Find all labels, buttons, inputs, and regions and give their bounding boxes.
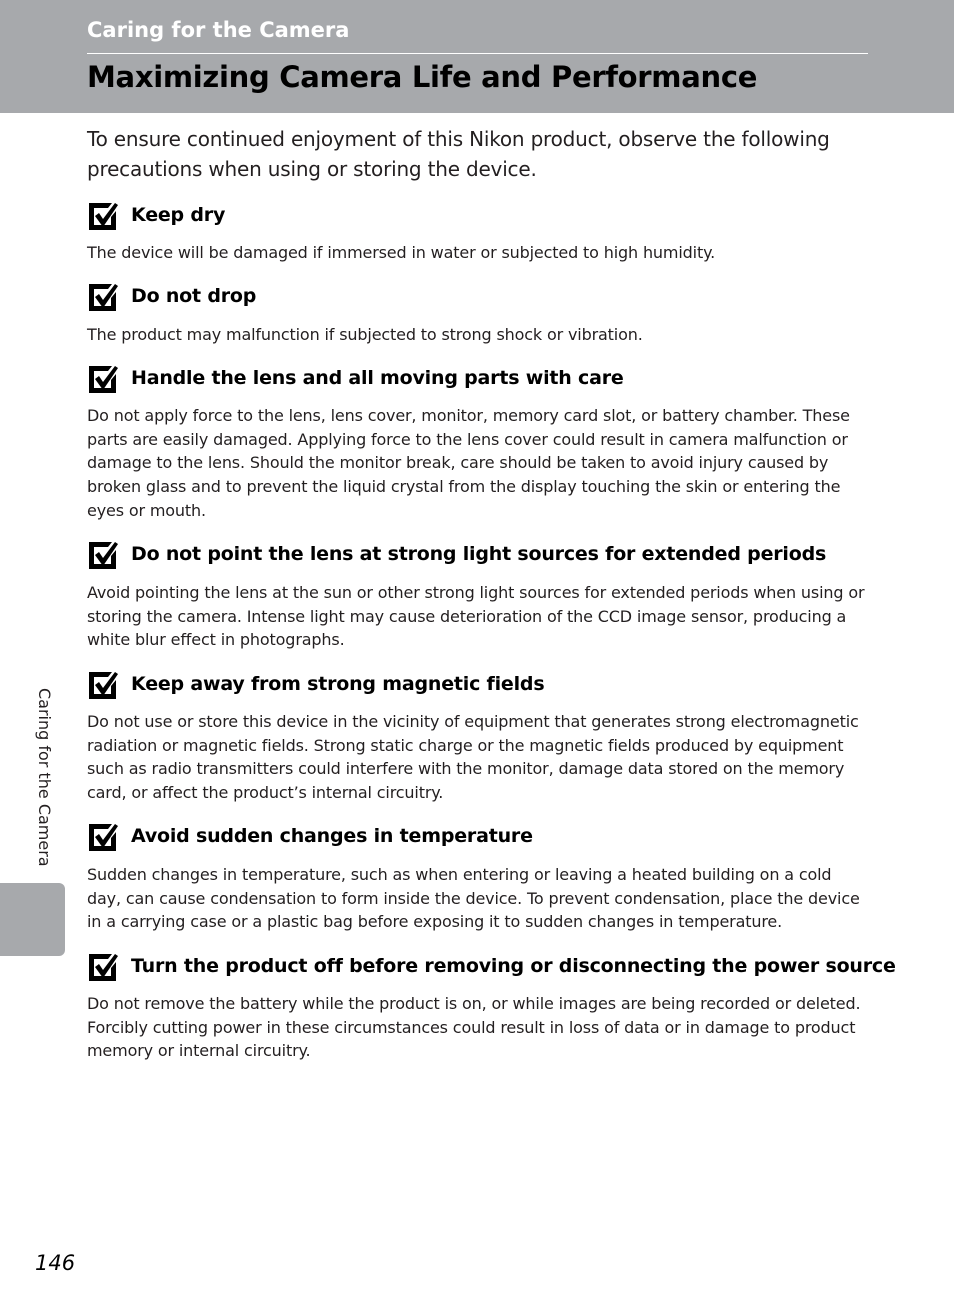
item-heading-text: Handle the lens and all moving parts with care <box>131 367 624 389</box>
side-thumb-tab <box>0 883 65 956</box>
page-title: Maximizing Camera Life and Performance <box>87 60 758 94</box>
page-number: 146 <box>35 1251 76 1275</box>
checkmark-box-icon <box>87 669 119 701</box>
item-heading-text: Keep dry <box>131 204 226 226</box>
item-body-power-source: Do not remove the battery while the product is on, or while images are being recorded or deleted. Forcibly cutting power in these circumstances could result in loss of data or in damage to product memory or internal circuitry. <box>87 994 861 1061</box>
checkmark-box-icon <box>87 821 119 853</box>
item-body-magnetic-fields: Do not use or store this device in the vicinity of equipment that generates strong electromagnetic radiation or magnetic fields. Strong static charge or the magnetic fields produced by equipment such as radio transmitters could interfere with the monitor, damage data stored on the memory card, or affect the product’s internal circuitry. <box>87 712 859 803</box>
header-divider <box>87 53 868 54</box>
checkmark-box-icon <box>87 281 119 313</box>
checkmark-box-icon <box>87 363 119 395</box>
side-section-label: Caring for the Camera <box>35 688 54 867</box>
item-body-do-not-drop: The product may malfunction if subjected to strong shock or vibration. <box>87 325 643 344</box>
item-heading-text: Turn the product off before removing or disconnecting the power source <box>131 955 896 977</box>
item-heading-text: Do not drop <box>131 285 257 307</box>
header-band <box>0 0 954 113</box>
item-body-strong-light: Avoid pointing the lens at the sun or other strong light sources for extended periods when using or storing the camera. Intense light may cause deterioration of the CCD image sensor, producing a white blur effect in photographs. <box>87 583 865 650</box>
checkmark-box-icon <box>87 200 119 232</box>
item-heading-text: Do not point the lens at strong light sources for extended periods <box>131 543 827 565</box>
checkmark-box-icon <box>87 951 119 983</box>
section-title: Caring for the Camera <box>87 18 350 42</box>
item-body-keep-dry: The device will be damaged if immersed in water or subjected to high humidity. <box>87 243 716 262</box>
item-body-handle-lens: Do not apply force to the lens, lens cover, monitor, memory card slot, or battery chamber. These parts are easily damaged. Applying force to the lens cover could result in camera malfunction or damage to the lens. Should the monitor break, care should be taken to avoid injury caused by broken glass and to prevent the liquid crystal from the display touching the skin or entering the eyes or mouth. <box>87 406 850 520</box>
item-body-temperature: Sudden changes in temperature, such as when entering or leaving a heated building on a cold day, can cause condensation to form inside the device. To prevent condensation, place the device in a carrying case or a plastic bag before exposing it to sudden changes in temperature. <box>87 865 860 932</box>
intro-paragraph: To ensure continued enjoyment of this Nikon product, observe the following precautions when using or storing the device. <box>87 127 830 181</box>
item-heading-text: Avoid sudden changes in temperature <box>131 825 533 847</box>
item-heading-text: Keep away from strong magnetic fields <box>131 673 545 695</box>
checkmark-box-icon <box>87 539 119 571</box>
